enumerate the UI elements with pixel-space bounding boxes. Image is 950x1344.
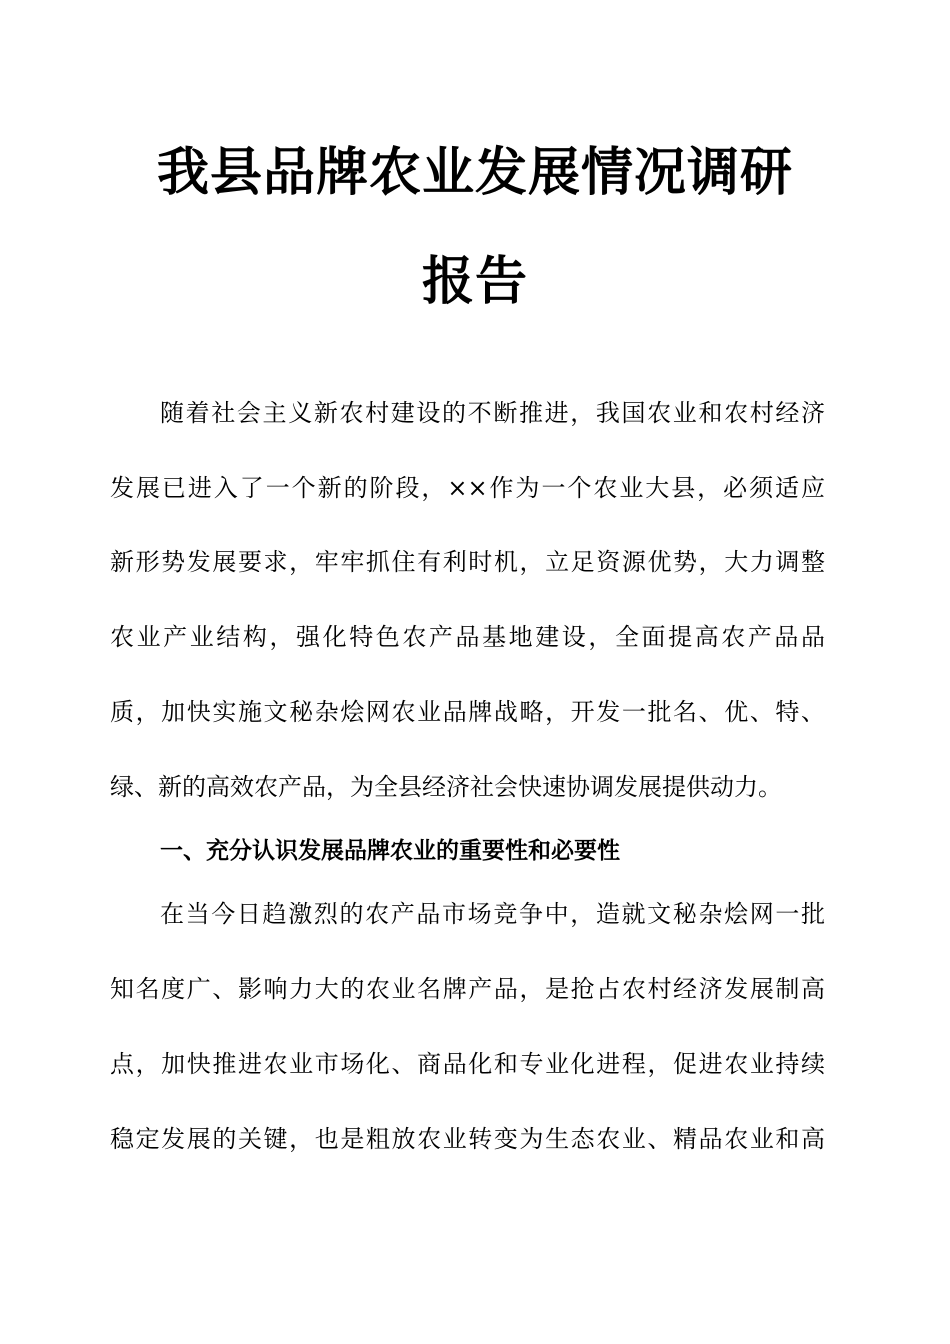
paragraph-2-line-3: 点，加快推进农业市场化、商品化和专业化进程，促进农业持续 — [110, 1050, 825, 1078]
document-title-line-1: 我县品牌农业发展情况调研 — [156, 143, 793, 203]
paragraph-2-line-4: 稳定发展的关键，也是粗放农业转变为生态农业、精品农业和高 — [110, 1125, 825, 1153]
document-title-line-2: 报告 — [421, 252, 528, 312]
paragraph-1-line-2: 发展已进入了一个新的阶段，××作为一个农业大县，必须适应 — [110, 474, 825, 502]
paragraph-2-line-2: 知名度广、影响力大的农业名牌产品，是抢占农村经济发展制高 — [110, 975, 825, 1003]
section-1-heading: 一、充分认识发展品牌农业的重要性和必要性 — [160, 838, 620, 864]
paragraph-1-line-6: 绿、新的高效农产品，为全县经济社会快速协调发展提供动力。 — [110, 773, 782, 801]
paragraph-1-line-5: 质，加快实施文秘杂烩网农业品牌战略，开发一批名、优、特、 — [110, 698, 825, 726]
paragraph-1-line-1: 随着社会主义新农村建设的不断推进，我国农业和农村经济 — [160, 399, 825, 427]
paragraph-1-line-3: 新形势发展要求，牢牢抓住有利时机，立足资源优势，大力调整 — [110, 548, 825, 576]
paragraph-1-line-4: 农业产业结构，强化特色农产品基地建设，全面提高农产品品 — [110, 623, 825, 651]
paragraph-2-line-1: 在当今日趋激烈的农产品市场竞争中，造就文秘杂烩网一批 — [160, 900, 825, 928]
